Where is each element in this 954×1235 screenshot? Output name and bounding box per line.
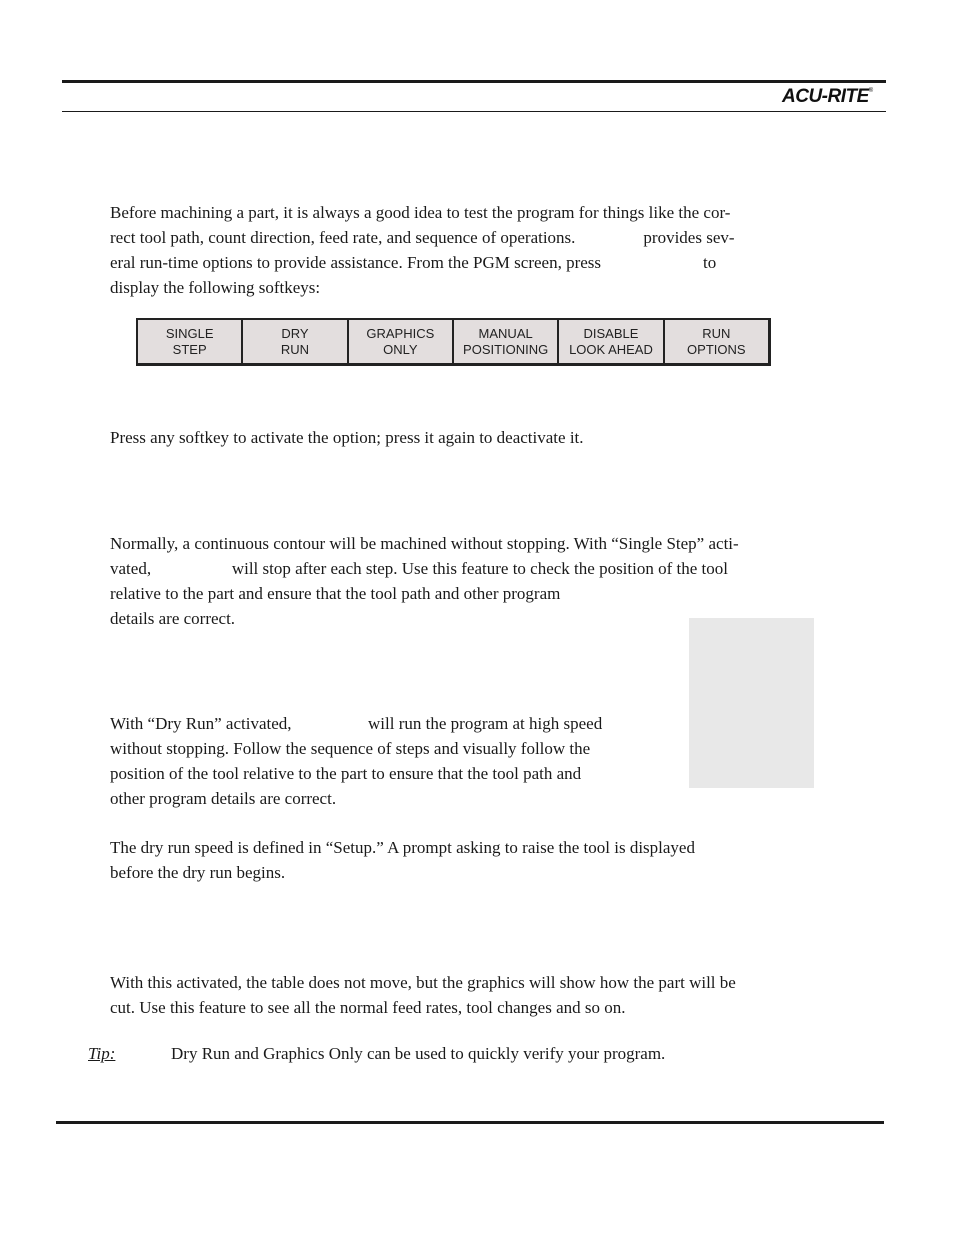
text-line: Normally, a continuous contour will be machined without stopping. With “Single Step” acti- bbox=[110, 534, 739, 553]
logo-text: ACU-RITE bbox=[782, 86, 869, 107]
tip-label: Tip: bbox=[88, 1044, 116, 1063]
softkey-label-1: DISABLE bbox=[583, 325, 639, 341]
softkey-manual-positioning[interactable] bbox=[454, 320, 557, 363]
text-line: details are correct. bbox=[110, 609, 236, 628]
text-line: position of the tool relative to the part to ensure that the tool path and bbox=[110, 764, 582, 783]
activate-paragraph bbox=[110, 425, 810, 450]
text-line: The dry run speed is defined in “Setup.” A prompt asking to raise the tool is displayed bbox=[110, 838, 695, 857]
text-line: vated, will stop after each step. Use this feature to check the position of the tool bbox=[110, 559, 728, 578]
graphics-only-paragraph bbox=[110, 970, 810, 1020]
text-line: relative to the part and ensure that the tool path and other program bbox=[110, 584, 561, 603]
text-line: display the following softkeys: bbox=[110, 278, 321, 297]
softkey-dry-run[interactable] bbox=[243, 320, 346, 363]
softkey-label-2: ONLY bbox=[383, 341, 418, 357]
softkey-label-1: SINGLE bbox=[165, 325, 214, 341]
text-line: other program details are correct. bbox=[110, 789, 337, 808]
softkey-label-1: GRAPHICS bbox=[366, 325, 435, 341]
dry-run-speed-paragraph bbox=[110, 835, 810, 885]
softkey-label-2: POSITIONING bbox=[463, 341, 549, 357]
header-rule-bottom bbox=[62, 111, 886, 112]
softkey-label-1: RUN bbox=[702, 325, 731, 341]
acu-rite-logo bbox=[782, 86, 873, 108]
tip-text: Dry Run and Graphics Only can be used to quickly verify your program. bbox=[171, 1044, 666, 1063]
header-rule-top bbox=[62, 80, 886, 83]
text-line: With “Dry Run” activated, will run the program at high speed bbox=[110, 714, 603, 733]
text-line: without stopping. Follow the sequence of steps and visually follow the bbox=[110, 739, 591, 758]
text-line: rect tool path, count direction, feed rate, and sequence of operations. provides sev- bbox=[110, 228, 735, 247]
softkey-graphics-only[interactable] bbox=[349, 320, 452, 363]
softkey-bar bbox=[136, 318, 771, 366]
intro-paragraph bbox=[110, 200, 810, 300]
text-line: cut. Use this feature to see all the normal feed rates, tool changes and so on. bbox=[110, 998, 626, 1017]
softkey-label-2: RUN bbox=[280, 341, 310, 357]
softkey-label-2: LOOK AHEAD bbox=[569, 341, 653, 357]
softkey-label-1: MANUAL bbox=[478, 325, 533, 341]
text-line: Press any softkey to activate the option; press it again to deactivate it. bbox=[110, 428, 584, 447]
softkey-label-1: DRY bbox=[281, 325, 309, 341]
registered-mark: ® bbox=[868, 88, 873, 94]
text-line: With this activated, the table does not move, but the graphics will show how the part will be bbox=[110, 973, 736, 992]
dry-run-paragraph bbox=[110, 711, 810, 811]
softkey-disable-look-ahead[interactable] bbox=[559, 320, 662, 363]
footer-rule bbox=[56, 1121, 884, 1124]
softkey-single-step[interactable] bbox=[138, 320, 241, 363]
softkey-label-2: OPTIONS bbox=[687, 341, 746, 357]
softkey-label-2: STEP bbox=[172, 341, 207, 357]
text-line: before the dry run begins. bbox=[110, 863, 286, 882]
text-line: eral run-time options to provide assistance. From the PGM screen, press to bbox=[110, 253, 717, 272]
single-step-paragraph bbox=[110, 531, 810, 631]
text-line: Before machining a part, it is always a good idea to test the program for things like the cor- bbox=[110, 203, 731, 222]
softkey-run-options[interactable] bbox=[665, 320, 768, 363]
